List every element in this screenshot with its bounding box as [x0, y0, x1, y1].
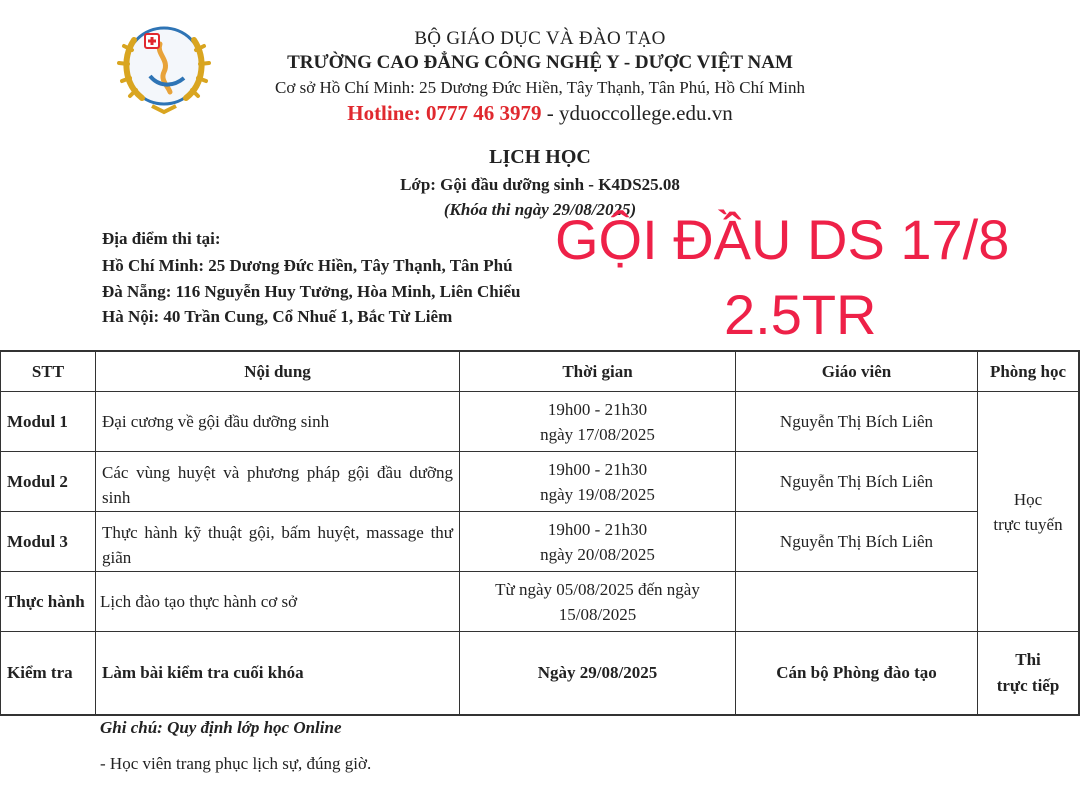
row-time [460, 572, 735, 631]
room-exam-line2: trực tiếp [996, 676, 1060, 695]
row-time-line2: ngày 20/08/2025 [540, 544, 655, 564]
row-teacher: Nguyễn Thị Bích Liên [779, 411, 934, 431]
header-room: Phòng học [989, 361, 1067, 381]
note-item: - Học viên trang phục lịch sự, đúng giờ. [100, 754, 372, 773]
contact-separator: - [541, 101, 559, 125]
room-exam-line1: Thi [1015, 650, 1041, 669]
header-teacher: Giáo viên [821, 361, 892, 381]
row-time [460, 392, 735, 451]
campus-address: Cơ sở Hồ Chí Minh: 25 Dương Đức Hiền, Tây Thạnh, Tân Phú, Hồ Chí Minh [275, 78, 805, 97]
row-time [460, 512, 735, 571]
row-teacher: Cán bộ Phòng đào tạo [776, 663, 937, 682]
row-stt: Modul 2 [7, 471, 68, 491]
row-time-line1: 19h00 - 21h30 [547, 459, 648, 479]
row-teacher [736, 572, 977, 631]
row-time-line2: ngày 17/08/2025 [540, 424, 655, 444]
row-time-line1: 19h00 - 21h30 [547, 519, 648, 539]
row-time: Ngày 29/08/2025 [537, 663, 658, 682]
row-content: Lịch đào tạo thực hành cơ sở [100, 591, 298, 611]
header-time: Thời gian [562, 361, 633, 381]
row-time [460, 452, 735, 511]
location-item: Đà Nẵng: 116 Nguyễn Huy Tưởng, Hòa Minh, Liên Chiểu [102, 282, 521, 301]
class-name: Lớp: Gội đầu dưỡng sinh - K4DS25.08 [400, 175, 680, 194]
locations-heading: Địa điểm thi tại: [102, 229, 221, 248]
row-stt: Thực hành [5, 591, 85, 611]
row-teacher: Nguyễn Thị Bích Liên [779, 531, 934, 551]
promo-price: 2.5TR [724, 283, 877, 346]
contact-line [230, 101, 850, 126]
location-item: Hồ Chí Minh: 25 Dương Đức Hiền, Tây Thạnh, Tân Phú [102, 256, 513, 275]
promo-title: GỘI ĐẦU DS 17/8 [555, 208, 1010, 271]
room-online-line2: trực tuyến [993, 514, 1063, 534]
school-name: TRƯỜNG CAO ĐẲNG CÔNG NGHỆ Y - DƯỢC VIỆT NAM [287, 52, 793, 73]
schedule-table [0, 350, 1080, 716]
header-content: Nội dung [244, 361, 311, 381]
room-exam [978, 632, 1078, 714]
location-item: Hà Nội: 40 Trần Cung, Cổ Nhuế 1, Bắc Từ Liêm [102, 307, 453, 326]
row-stt: Modul 1 [7, 411, 68, 431]
row-time-line1: Từ ngày 05/08/2025 đến ngày [495, 579, 700, 599]
website: yduoccollege.edu.vn [558, 101, 733, 125]
hotline: Hotline: 0777 46 3979 [347, 101, 542, 125]
row-stt: Kiểm tra [7, 663, 73, 682]
row-stt: Modul 3 [7, 531, 68, 551]
row-time-line1: 19h00 - 21h30 [547, 399, 648, 419]
row-content: Thực hành kỹ thuật gội, bấm huyệt, massage thư giãn [102, 523, 453, 567]
row-content: Các vùng huyệt và phương pháp gội đầu dưỡng sinh [102, 463, 453, 507]
header-stt: STT [31, 361, 65, 381]
row-time-line2: 15/08/2025 [558, 604, 637, 624]
ministry-name: BỘ GIÁO DỤC VÀ ĐÀO TẠO [414, 28, 666, 49]
row-content: Làm bài kiểm tra cuối khóa [102, 663, 304, 682]
row-time-line2: ngày 19/08/2025 [540, 484, 655, 504]
school-logo-icon [112, 20, 216, 120]
room-online-line1: Học [1013, 489, 1043, 509]
row-teacher: Nguyễn Thị Bích Liên [779, 471, 934, 491]
page-title: LỊCH HỌC [489, 146, 591, 168]
row-content: Đại cương về gội đầu dưỡng sinh [102, 411, 330, 431]
room-online [978, 392, 1078, 631]
notes-heading: Ghi chú: Quy định lớp học Online [100, 718, 342, 737]
exam-date: (Khóa thi ngày 29/08/2025) [443, 200, 637, 219]
